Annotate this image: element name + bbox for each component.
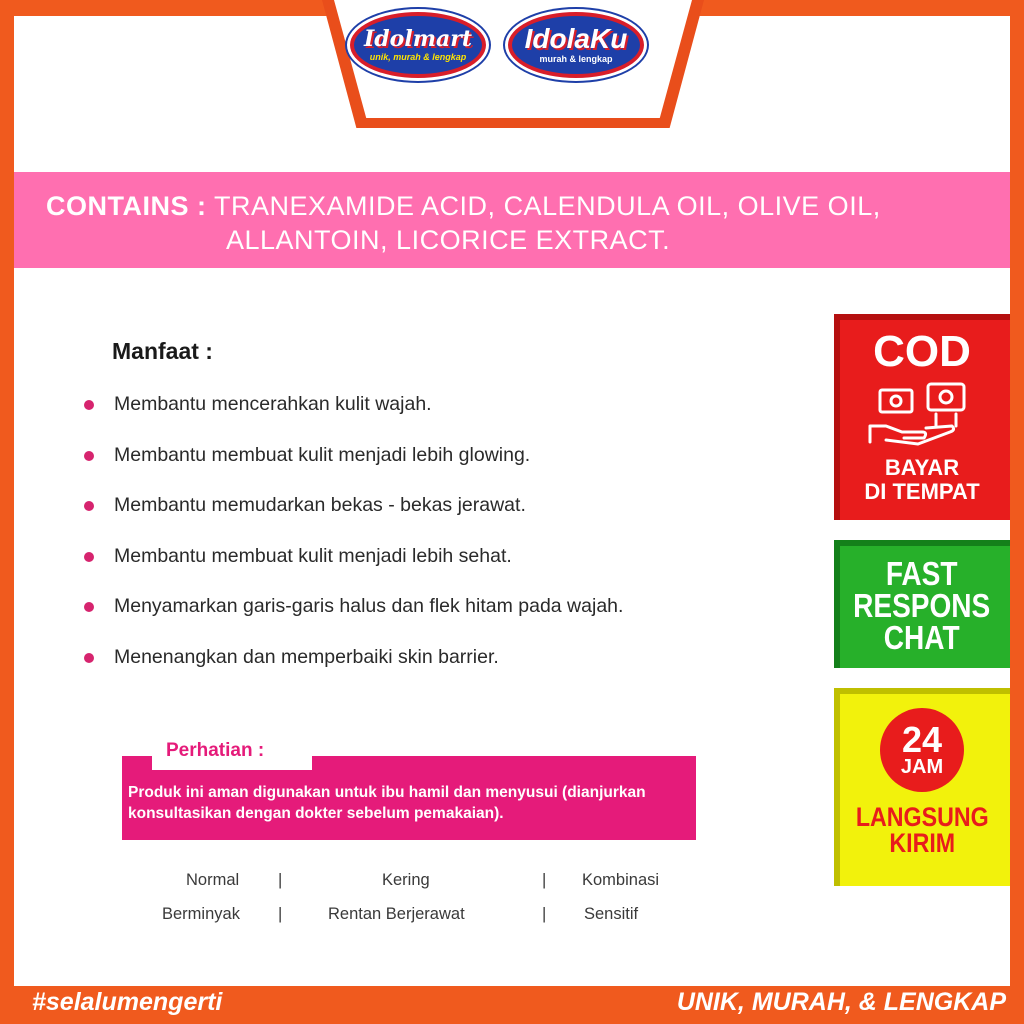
contains-band	[14, 172, 1010, 268]
cod-subtitle	[864, 456, 979, 504]
contains-ingredients-1: TRANEXAMIDE ACID, CALENDULA OIL, OLIVE OIL,	[214, 191, 881, 221]
list-item	[84, 491, 784, 542]
contains-ingredients-2: ALLANTOIN, LICORICE EXTRACT.	[226, 225, 671, 255]
notice-title: Perhatian :	[166, 740, 265, 761]
separator: |	[278, 871, 283, 889]
cod-title: COD	[873, 327, 971, 376]
delivery-line-1: LANGSUNG	[855, 802, 989, 832]
list-item	[84, 592, 784, 643]
idolmart-logo	[350, 12, 486, 78]
benefits-list	[84, 390, 784, 693]
delivery-line-2: KIRIM	[889, 828, 955, 858]
skin-types-row-1	[150, 867, 710, 893]
idolaku-logo-name: IdolaKu	[524, 23, 628, 54]
skin-type: Kombinasi	[582, 871, 660, 889]
bullet-icon	[84, 451, 94, 461]
delivery-text	[856, 804, 989, 856]
separator: |	[542, 871, 547, 889]
bullet-icon	[84, 501, 94, 511]
cod-badge	[834, 314, 1010, 520]
fast-line-3: CHAT	[884, 619, 960, 656]
clock-icon	[880, 708, 964, 792]
footer-slogan: UNIK, MURAH, & LENGKAP	[676, 988, 1006, 1016]
skin-type: Normal	[186, 871, 240, 889]
notice-text: Produk ini aman digunakan untuk ibu hamil dan menyusui (dianjurkan konsultasikan dengan dokter sebelum pemakaian).	[128, 784, 646, 822]
benefit-text: Membantu memudarkan bekas - bekas jerawat.	[114, 494, 526, 516]
footer-hashtag: #selalumengerti	[32, 988, 223, 1016]
benefit-text: Menyamarkan garis-garis halus dan flek hitam pada wajah.	[114, 595, 624, 617]
hours-number: 24	[901, 719, 943, 760]
contains-line-1	[46, 190, 881, 222]
skin-type: Kering	[382, 871, 430, 889]
delivery-badge	[834, 688, 1010, 886]
bullet-icon	[84, 653, 94, 663]
list-item	[84, 441, 784, 492]
cod-line-1: BAYAR	[884, 455, 960, 480]
separator: |	[278, 905, 283, 923]
fast-response-text	[853, 555, 991, 656]
skin-types-row-2	[150, 901, 710, 927]
list-item	[84, 643, 784, 694]
skin-type: Sensitif	[584, 905, 639, 923]
idolaku-logo-tagline: murah & lengkap	[539, 54, 613, 64]
idolaku-logo	[508, 12, 644, 78]
benefit-text: Membantu mencerahkan kulit wajah.	[114, 393, 432, 415]
bullet-icon	[84, 400, 94, 410]
fast-line-2: RESPONS	[853, 587, 991, 624]
fast-line-1: FAST	[886, 555, 958, 592]
benefits-title: Manfaat :	[112, 338, 213, 364]
benefit-text: Menenangkan dan memperbaiki skin barrier.	[114, 645, 499, 668]
cod-line-2: DI TEMPAT	[864, 479, 980, 504]
list-item	[84, 390, 784, 441]
cash-payment-icon	[866, 380, 978, 454]
bullet-icon	[84, 552, 94, 562]
separator: |	[542, 905, 547, 923]
fast-response-badge	[834, 540, 1010, 668]
official-label: OFFICIAL	[439, 84, 587, 117]
contains-label: CONTAINS :	[46, 191, 207, 221]
skin-type: Rentan Berjerawat	[328, 905, 465, 923]
list-item	[84, 542, 784, 593]
idolmart-logo-name: Idolmart	[364, 26, 472, 52]
idolmart-logo-tagline: unik, murah & lengkap	[369, 52, 467, 62]
skin-type: Berminyak	[162, 905, 240, 923]
bullet-icon	[84, 602, 94, 612]
benefit-text: Membantu membuat kulit menjadi lebih sehat.	[114, 544, 512, 567]
benefit-text: Membantu membuat kulit menjadi lebih glowing.	[114, 443, 531, 466]
hours-unit: JAM	[900, 756, 944, 778]
